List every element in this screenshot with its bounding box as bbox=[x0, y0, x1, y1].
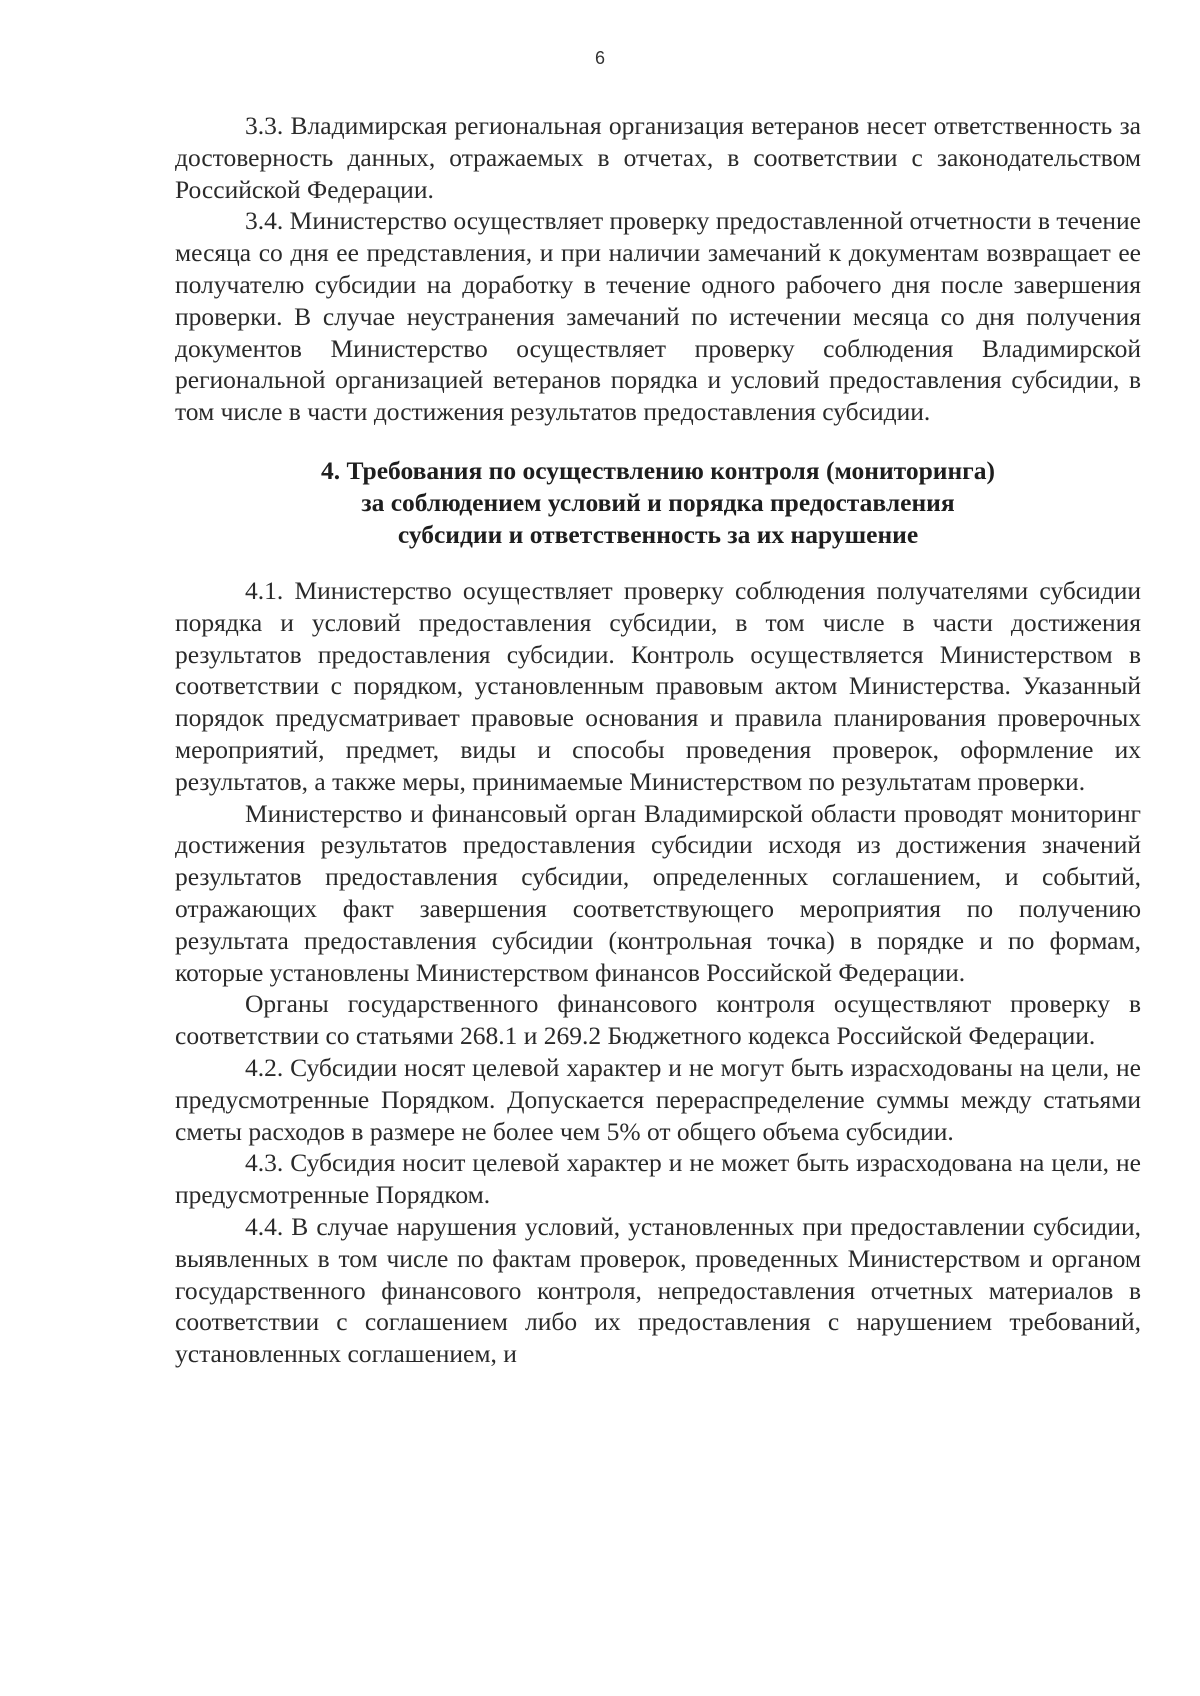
section-heading-line-3: субсидии и ответственность за их нарушение bbox=[397, 519, 919, 549]
paragraph-3-4: 3.4. Министерство осуществляет проверку предоставленной отчетности в течение месяца со дня ее представления, и при наличии замечаний к документам возвращает ее получателю субсидии на доработку в течение одного рабочего дня после завершения проверки. В случае неустранения замечаний по истечении месяца со дня получения документов Министерство осуществляет проверку соблюдения Владимирской региональной организацией ветеранов порядка и условий предоставления субсидии, в том числе в части достижения результатов предоставления субсидии. bbox=[175, 206, 1141, 427]
paragraph-4-1: 4.1. Министерство осуществляет проверку соблюдения получателями субсидии порядка и условий предоставления субсидии, в том числе в части достижения результатов предоставления субсидии. Контроль осуществляется Министерством в соответствии с порядком, установленным правовым актом Министерства. Указанный порядок предусматривает правовые основания и правила планирования проверочных мероприятий, предмет, виды и способы проведения проверок, оформление их результатов, а также меры, принимаемые Министерством по результатам проверки. bbox=[175, 575, 1141, 796]
paragraph-3-3: 3.3. Владимирская региональная организация ветеранов несет ответственность за достоверность данных, отражаемых в отчетах, в соответствии с законодательством Российской Федерации. bbox=[175, 111, 1141, 204]
paragraph-4-4: 4.4. В случае нарушения условий, установленных при предоставлении субсидии, выявленных в том числе по фактам проверок, проведенных Министерством и органом государственного финансового контроля, непредоставления отчетных материалов в соответствии с соглашением либо их предоставления с нарушением требований, установленных соглашением, и bbox=[175, 1211, 1141, 1369]
section-heading-line-1: 4. Требования по осуществлению контроля (мониторинга) bbox=[321, 455, 995, 485]
section-heading-line-2: за соблюдением условий и порядка предоставления bbox=[361, 487, 955, 517]
paragraph-4-3: 4.3. Субсидия носит целевой характер и не может быть израсходована на цели, не предусмотренные Порядком. bbox=[175, 1148, 1141, 1210]
paragraph-monitoring: Министерство и финансовый орган Владимирской области проводят мониторинг достижения результатов предоставления субсидии исходя из достижения значений результатов предоставления субсидии, определенных соглашением, и событий, отражающих факт завершения соответствующего мероприятия по получению результата предоставления субсидии (контрольная точка) в порядке и по формам, которые установлены Министерством финансов Российской Федерации. bbox=[175, 798, 1141, 987]
section-4-heading bbox=[175, 455, 1141, 551]
paragraph-financial-control: Органы государственного финансового контроля осуществляют проверку в соответствии со статьями 268.1 и 269.2 Бюджетного кодекса Российской Федерации. bbox=[175, 989, 1141, 1051]
document-body bbox=[175, 110, 1141, 1370]
page-number: 6 bbox=[594, 48, 605, 68]
paragraph-4-2: 4.2. Субсидии носят целевой характер и не могут быть израсходованы на цели, не предусмотренные Порядком. Допускается перераспределение суммы между статьями сметы расходов в размере не более чем 5% от общего объема субсидии. bbox=[175, 1052, 1141, 1146]
